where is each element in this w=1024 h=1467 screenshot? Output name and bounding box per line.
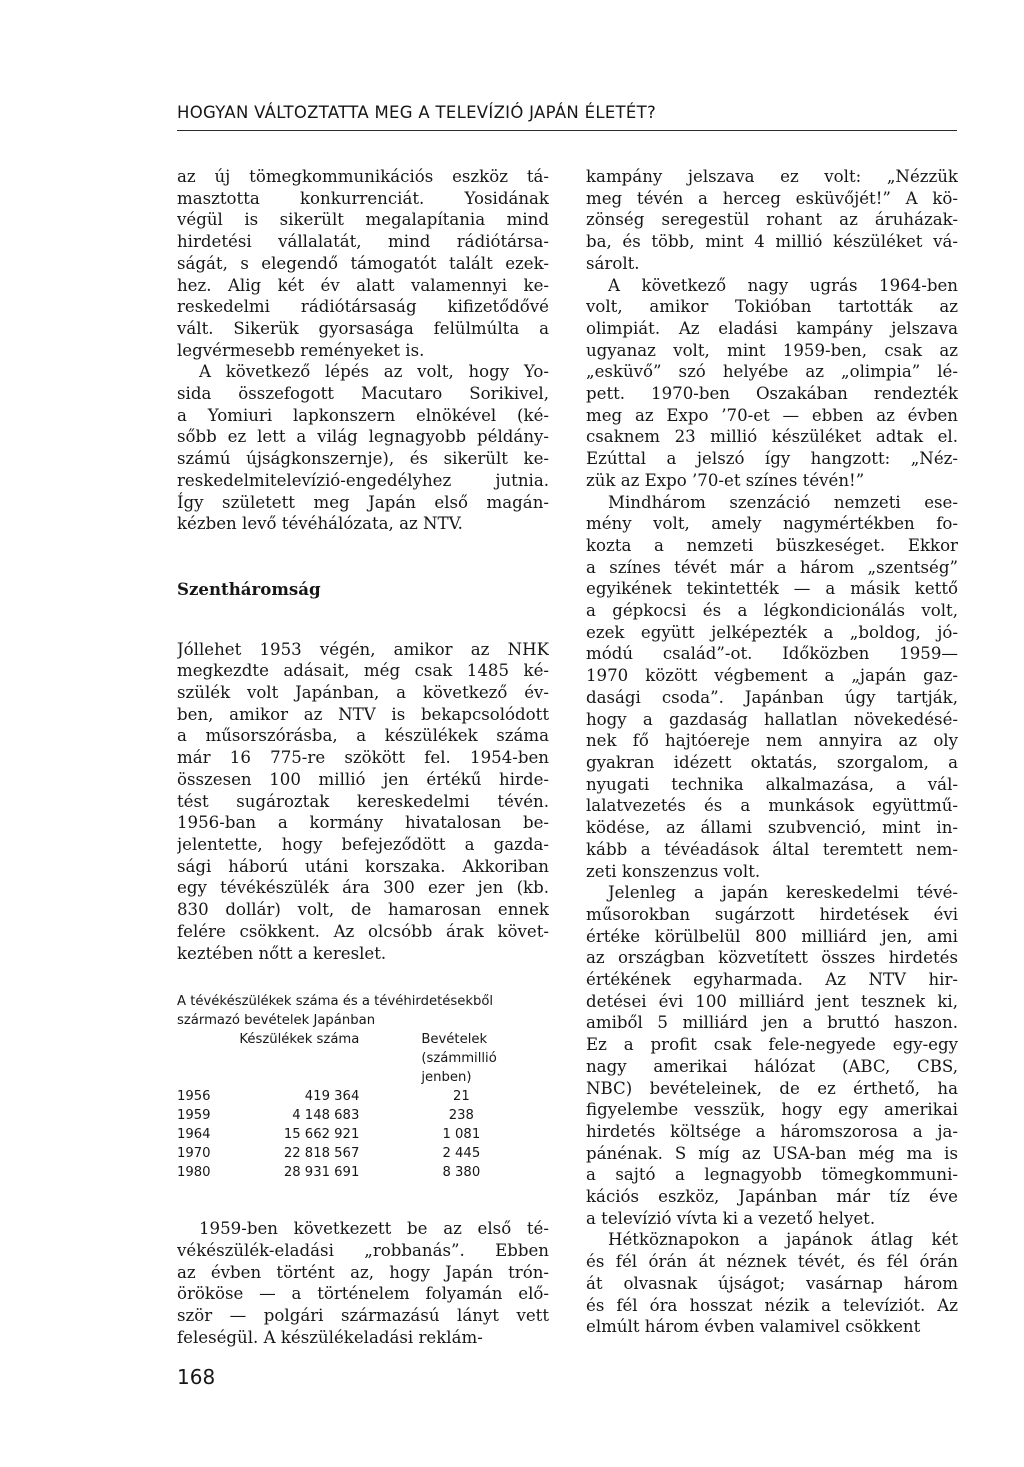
text-line: lalatvezetés és a munkások együttmű-	[586, 796, 958, 816]
header-sets: Készülékek száma	[239, 1032, 360, 1048]
paragraph	[177, 361, 549, 535]
header-revenue-line: (számmillió	[421, 1051, 497, 1067]
text-line: sida összefogott Macutaro Sorikivel,	[177, 384, 549, 404]
table-row	[177, 1163, 549, 1182]
text-line: és fél órán át néznek tévét, és fél órán	[586, 1252, 958, 1272]
text-line: 1956-ban a kormány hivatalosan be-	[177, 813, 549, 833]
paragraph	[586, 882, 958, 1229]
cell-year: 1970	[177, 1146, 211, 1162]
table-row	[177, 1144, 549, 1163]
text-line: detései évi 100 milliárd jent tesznek ki,	[586, 991, 958, 1011]
table-header-row	[177, 1030, 549, 1087]
text-line: felére csökkent. Az olcsóbb árak követ-	[177, 921, 549, 941]
text-line: nyugati technika alkalmazása, a vál-	[586, 774, 958, 794]
cell-sets: 4 148 683	[292, 1108, 360, 1124]
header-revenue-line: jenben)	[421, 1070, 472, 1086]
cell-revenue: 238	[448, 1108, 474, 1124]
cell-revenue-wrap	[359, 1125, 549, 1144]
text-line: zeti konszenzus volt.	[586, 861, 761, 881]
paragraph	[177, 1218, 549, 1348]
text-line: Mindhárom szenzáció nemzeti ese-	[608, 492, 958, 512]
text-line: zönség seregestül rohant az áruházak-	[586, 210, 958, 230]
cell-revenue-wrap	[359, 1163, 549, 1182]
text-line: sági háború utáni korszaka. Akkoriban	[177, 856, 549, 876]
text-line: hirdetés költsége a háromszorosa a ja-	[586, 1121, 958, 1141]
cell-year: 1956	[177, 1089, 211, 1105]
cell-revenue-wrap	[359, 1106, 549, 1125]
text-line: a gépkocsi és a légkondicionálás volt,	[586, 601, 958, 621]
cell-sets: 28 931 691	[283, 1165, 360, 1181]
text-line: jelentette, hogy befejeződött a gazda-	[177, 834, 549, 854]
text-line: NBC) bevételeinek, de ez érthető, ha	[586, 1078, 958, 1098]
page-number: 168	[177, 1365, 216, 1389]
header-revenue	[359, 1030, 549, 1087]
text-line: pett. 1970-ben Oszakában rendezték	[586, 384, 958, 404]
text-line: kampány jelszava ez volt: „Nézzük	[586, 167, 958, 186]
header-year	[177, 1030, 239, 1087]
text-line: vált. Sikerük gyorsasága felülmúlta a	[177, 318, 549, 338]
text-line: számú újságkonszernje), és sikerült ke-	[177, 449, 549, 469]
tv-statistics-table	[177, 1030, 549, 1182]
text-line: sőbb ez lett a világ legnagyobb példány-	[177, 427, 549, 447]
text-line: Ez a profit csak fele-negyede egy-egy	[586, 1035, 958, 1055]
text-line: meg az Expo ’70-et — ebben az évben	[586, 405, 958, 425]
text-line: meg tévén a herceg esküvőjét!” A kö-	[586, 188, 958, 208]
text-line: a Yomiuri lapkonszern elnökével (ké-	[177, 405, 549, 425]
text-line: az évben történt az, hogy Japán trón-	[177, 1262, 549, 1282]
text-line: az országban közvetített összes hirdetés	[586, 948, 958, 968]
cell-sets: 419 364	[304, 1089, 360, 1105]
text-line: sárolt.	[586, 253, 640, 273]
text-line: zük az Expo ’70-et színes tévén!”	[586, 470, 865, 490]
cell-revenue: 8 380	[442, 1165, 481, 1181]
paragraph	[586, 492, 958, 883]
text-line: csaknem 23 millió készüléket adtak el.	[586, 427, 958, 447]
text-line: reskedelmi rádiótársaság kifizetődővé	[177, 297, 549, 317]
text-line: a műsorszórásba, a készülékek száma	[177, 726, 549, 746]
right-column	[586, 166, 958, 1338]
table-caption-line: A tévékészülékek száma és a tévéhirdetésekből	[177, 994, 494, 1010]
paragraph	[586, 1229, 958, 1338]
text-line: olimpiát. Az eladási kampány jelszava	[586, 318, 958, 338]
running-header: HOGYAN VÁLTOZTATTA MEG A TELEVÍZIÓ JAPÁN ÉLETÉT?	[177, 103, 657, 122]
paragraph	[177, 639, 549, 965]
text-line: kézben levő tévéhálózata, az NTV.	[177, 514, 463, 534]
text-line: A következő lépés az volt, hogy Yo-	[199, 362, 549, 382]
text-line: amiből 5 milliárd jen a bruttó haszon.	[586, 1013, 958, 1033]
cell-sets: 15 662 921	[283, 1127, 360, 1143]
text-line: értékének egyharmada. Az NTV hir-	[586, 970, 958, 990]
paragraph	[177, 166, 549, 361]
paragraph	[586, 275, 958, 492]
text-line: feleségül. A készülékeladási reklám-	[177, 1327, 483, 1347]
text-line: értéke körülbelül 800 milliárd jen, ami	[586, 926, 958, 946]
text-line: végül is sikerült megalapítania mind	[177, 210, 549, 230]
text-line: és fél óra hosszat nézik a televíziót. Az	[586, 1295, 958, 1315]
text-line: 1959-ben következett be az első té-	[199, 1219, 549, 1239]
text-line: az új tömegkommunikációs eszköz tá-	[177, 167, 549, 186]
cell-year: 1959	[177, 1108, 211, 1124]
text-line: hirdetési vállalatát, mind rádiótársa-	[177, 232, 549, 252]
text-line: ugyanaz volt, mint 1959-ben, csak az	[586, 340, 958, 360]
text-line: figyelembe vesszük, hogy egy amerikai	[586, 1100, 958, 1120]
text-line: elmúlt három évben valamivel csökkent	[586, 1317, 921, 1337]
paragraph	[586, 166, 958, 275]
text-line: hez. Alig két év alatt valamennyi ke-	[177, 275, 549, 295]
cell-revenue: 21	[452, 1089, 470, 1105]
text-line: vékészülék-eladási „robbanás”. Ebben	[177, 1240, 549, 1260]
text-line: volt, amikor Tokióban tartották az	[586, 297, 958, 317]
text-line: A következő nagy ugrás 1964-ben	[608, 275, 958, 295]
text-line: kációs eszköz, Japánban már tíz éve	[586, 1187, 958, 1207]
text-line: a színes tévét már a három „szentség”	[586, 557, 958, 577]
table-caption	[177, 992, 549, 1030]
text-line: kozta a nemzeti büszkeséget. Ekkor	[586, 535, 958, 555]
text-line: ba, és több, mint 4 millió készüléket vá-	[586, 232, 958, 252]
text-line: a sajtó a legnagyobb tömegkommuni-	[586, 1165, 958, 1185]
text-line: Ezúttal a jelszó így hangzott: „Néz-	[586, 449, 958, 469]
cell-year: 1964	[177, 1127, 211, 1143]
text-line: egyikének tekintették — a másik kettő	[586, 579, 958, 599]
cell-revenue: 1 081	[442, 1127, 481, 1143]
text-line: Így született meg Japán első magán-	[177, 492, 549, 512]
text-line: ször — polgári származású lányt vett	[177, 1306, 549, 1326]
text-line: Hétköznapokon a japánok átlag két	[608, 1230, 958, 1250]
cell-sets: 22 818 567	[283, 1146, 360, 1162]
table-caption-line: származó bevételek Japánban	[177, 1013, 376, 1029]
text-line: gyakran idézett oktatás, szorgalom, a	[586, 752, 958, 772]
text-line: megkezdte adásait, még csak 1485 ké-	[177, 661, 549, 681]
left-column	[177, 166, 549, 1348]
text-line: nek fő hajtóereje nem annyira az oly	[586, 731, 958, 751]
table-row	[177, 1087, 549, 1106]
text-line: örököse — a történelem folyamán elő-	[177, 1284, 549, 1304]
text-line: műsorokban sugárzott hirdetések évi	[586, 904, 958, 924]
text-line: ezek együtt jelképezték a „boldog, jó-	[586, 622, 958, 642]
text-line: masztotta konkurrenciát. Yosidának	[177, 188, 549, 208]
text-line: módú család”-ot. Időközben 1959—	[586, 644, 958, 664]
text-line: összesen 100 millió jen értékű hirde-	[177, 769, 549, 789]
cell-revenue-wrap	[359, 1144, 549, 1163]
header-rule	[177, 130, 957, 131]
header-revenue-line: Bevételek	[421, 1032, 488, 1048]
text-line: szülék volt Japánban, a következő év-	[177, 683, 549, 703]
cell-revenue: 2 445	[442, 1146, 481, 1162]
text-line: dasági csoda”. Japánban úgy tartják,	[586, 687, 958, 707]
text-line: Jelenleg a japán kereskedelmi tévé-	[608, 883, 958, 903]
text-line: „esküvő” szó helyébe az „olimpia” lé-	[586, 362, 958, 382]
text-line: ságát, s elegendő támogatót talált ezek-	[177, 253, 549, 273]
text-line: tést sugároztak kereskedelmi tévén.	[177, 791, 549, 811]
table-row	[177, 1125, 549, 1144]
section-heading: Szentháromság	[177, 578, 321, 599]
text-line: át olvasnak újságot; vasárnap három	[586, 1273, 958, 1293]
text-line: ben, amikor az NTV is bekapcsolódott	[177, 704, 549, 724]
text-line: nagy amerikai hálózat (ABC, CBS,	[586, 1056, 958, 1076]
text-line: keztében nőtt a kereslet.	[177, 943, 387, 963]
text-line: 830 dollár) volt, de hamarosan ennek	[177, 900, 549, 920]
text-line: pánénak. S míg az USA-ban még ma is	[586, 1143, 958, 1163]
cell-revenue-wrap	[359, 1087, 549, 1106]
text-line: hogy a gazdaság hallatlan növekedésé-	[586, 709, 958, 729]
text-line: egy tévékészülék ára 300 ezer jen (kb.	[177, 878, 549, 898]
text-line: legvérmesebb reményeket is.	[177, 340, 425, 360]
text-line: a televízió vívta ki a vezető helyet.	[586, 1208, 876, 1228]
text-line: mény volt, amely nagymértékben fo-	[586, 514, 958, 534]
text-line: kább a tévéadások által teremtett nem-	[586, 839, 958, 859]
text-line: Jóllehet 1953 végén, amikor az NHK	[177, 639, 549, 659]
text-line: ködése, az állami szubvenció, mint in-	[586, 818, 958, 838]
text-line: már 16 775-re szökött fel. 1954-ben	[177, 748, 549, 768]
cell-year: 1980	[177, 1165, 211, 1181]
text-line: reskedelmitelevízió-engedélyhez jutnia.	[177, 470, 549, 490]
table-row	[177, 1106, 549, 1125]
text-line: 1970 között végbement a „japán gaz-	[586, 666, 958, 686]
